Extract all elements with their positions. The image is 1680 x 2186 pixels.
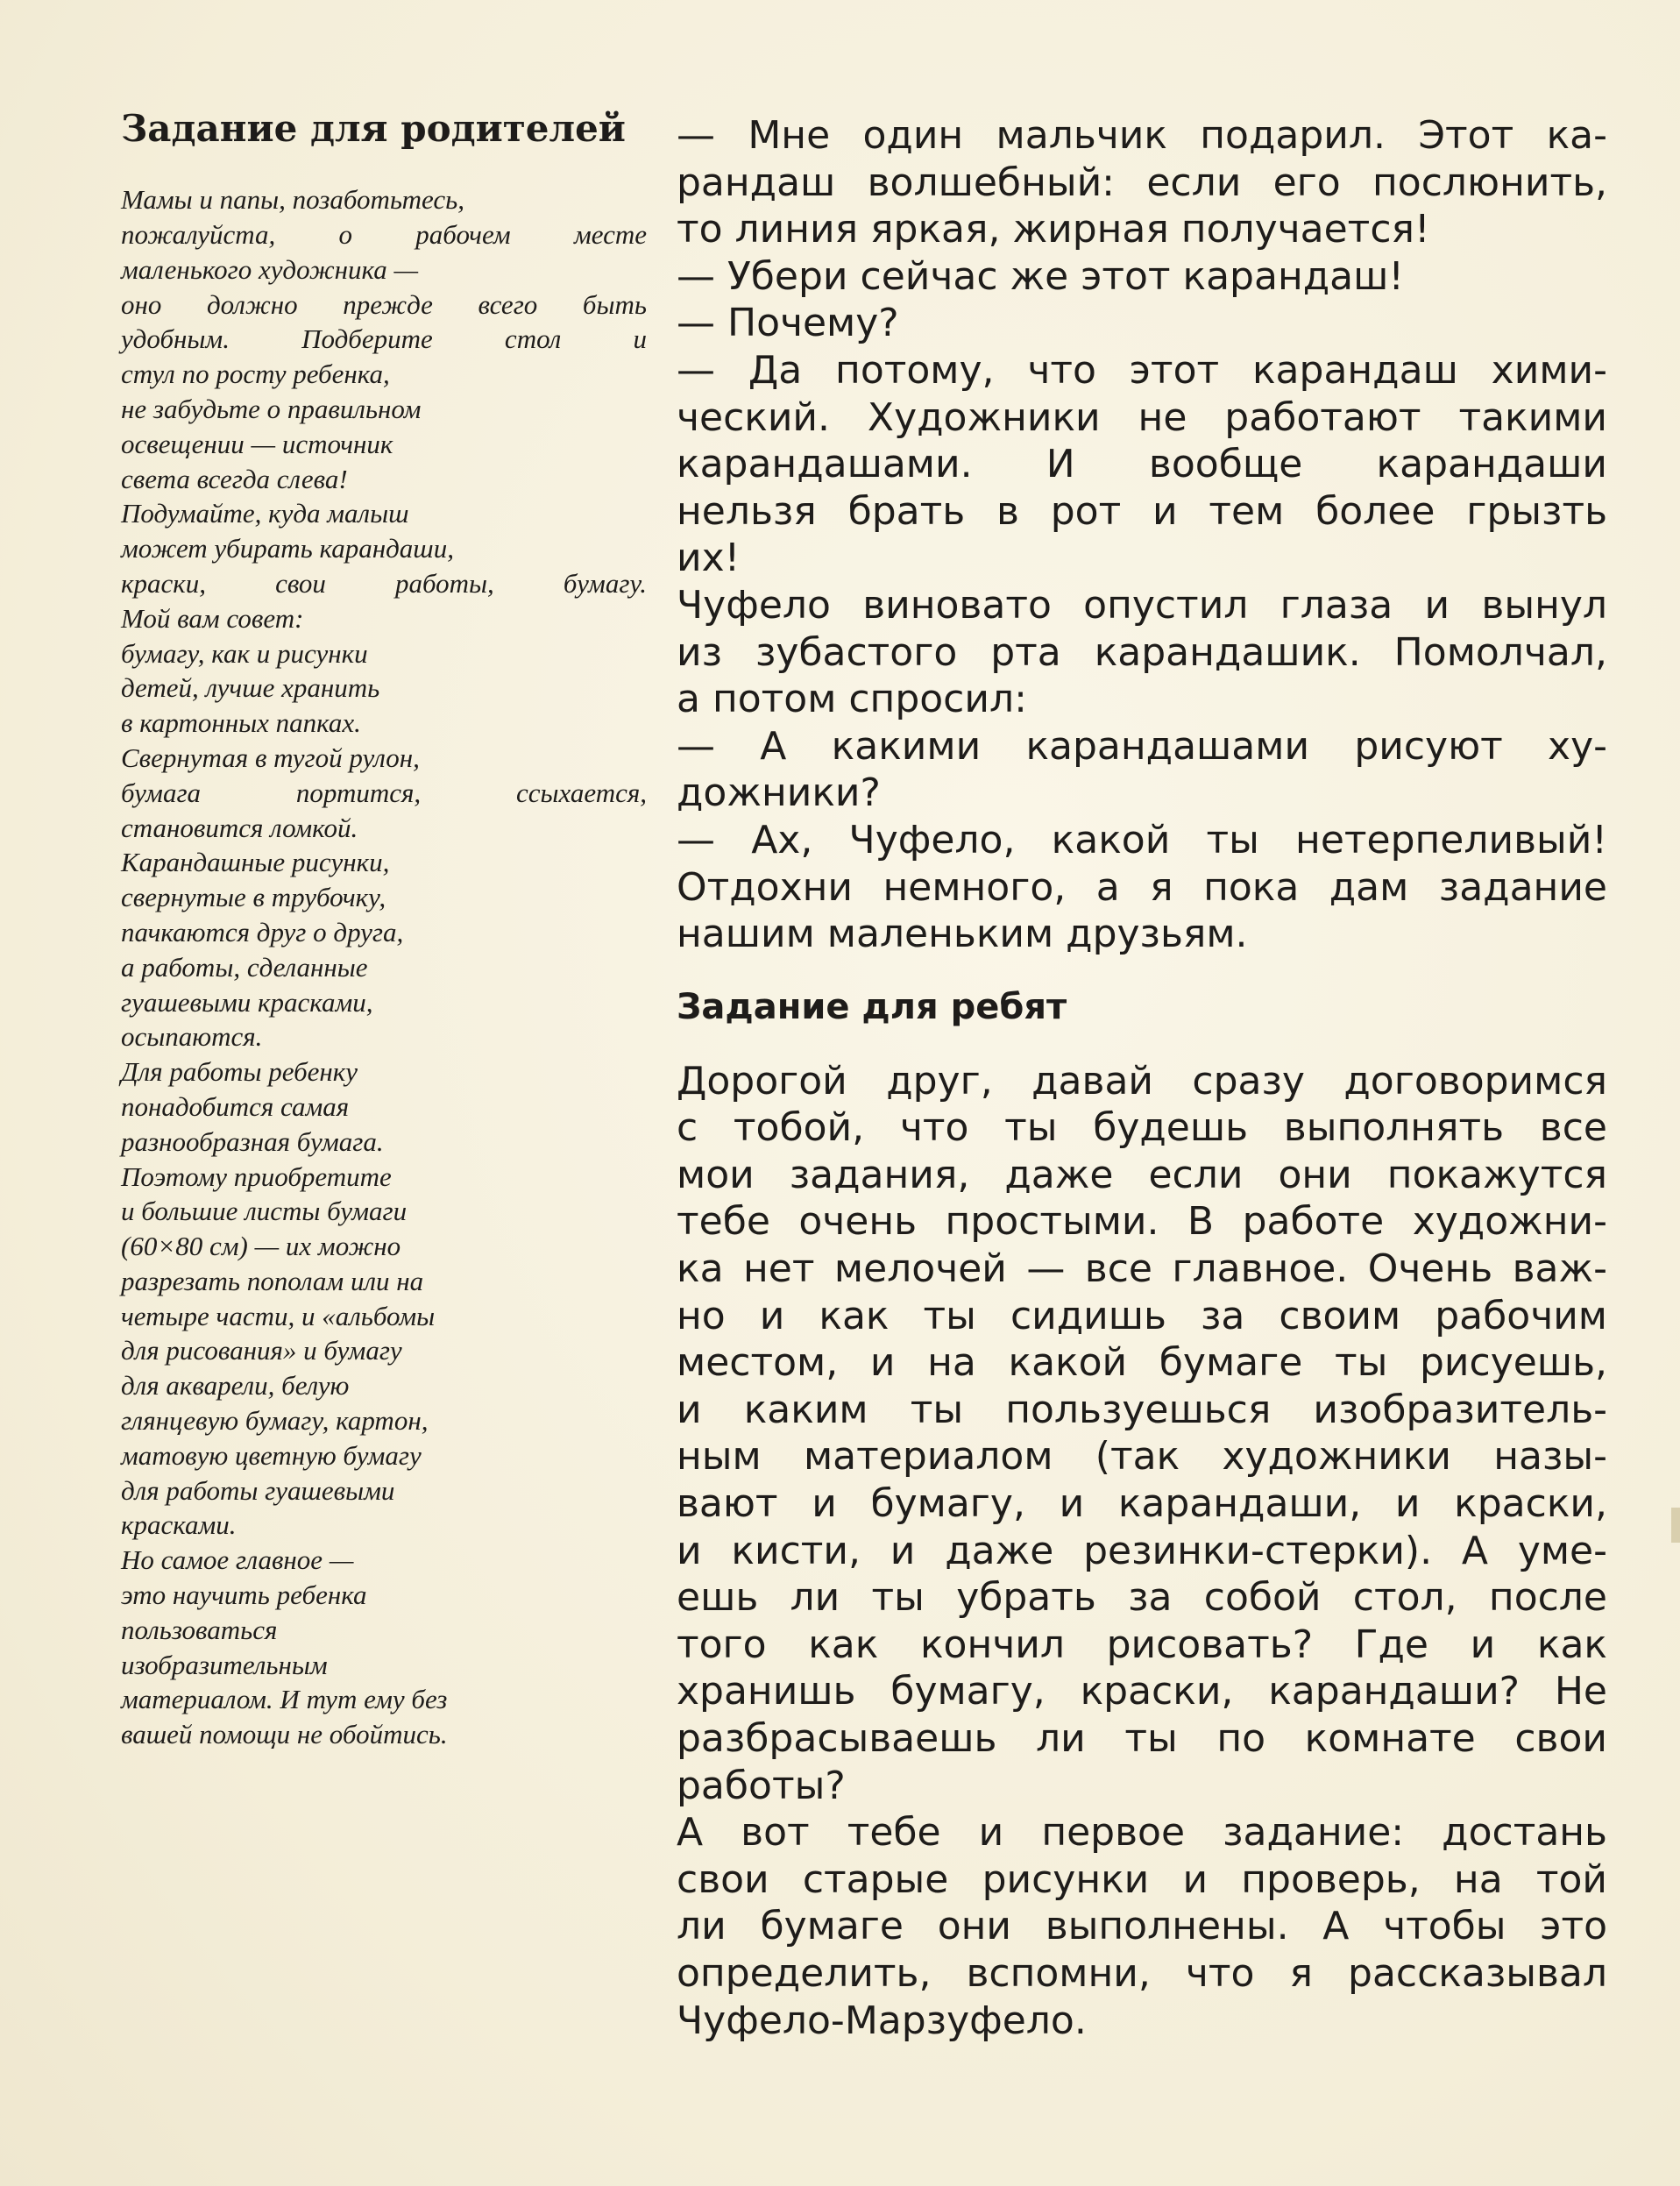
text-line: изобразительным — [121, 1649, 328, 1680]
text-line: стул по росту ребенка, — [121, 358, 390, 390]
text-line: то линия яркая, жирная получается! — [677, 207, 1430, 252]
text-line: определить, вспомни, что я рассказывал — [677, 1950, 1607, 1996]
text-line: разрезать пополам или на — [121, 1265, 424, 1296]
text-line: Мой вам совет: — [121, 602, 304, 634]
text-line: карандашами. И вообще карандаши — [677, 442, 1607, 487]
text-line: Для работы ребенку — [121, 1056, 358, 1088]
text-line: мои задания, даже если они покажутся — [677, 1152, 1607, 1197]
text-line: того как кончил рисовать? Где и как — [677, 1622, 1607, 1667]
parents-task-heading: Задание для родителей — [121, 107, 626, 150]
text-line: становится ломкой. — [121, 812, 358, 843]
text-line: осыпаются. — [121, 1021, 263, 1053]
text-line: разбрасываешь ли ты по комнате свои — [677, 1716, 1607, 1761]
text-line: нельзя брать в рот и тем более грызть — [677, 488, 1607, 534]
text-line: ка нет мелочей — все главное. Очень важ- — [677, 1246, 1607, 1292]
text-line: Карандашные рисунки, — [121, 847, 390, 878]
text-line: гуашевыми красками, — [121, 986, 373, 1018]
text-line: а работы, сделанные — [121, 951, 368, 983]
text-line: ческий. Художники не работают такими — [677, 394, 1607, 440]
text-line: — Мне один мальчик подарил. Этот ка- — [677, 113, 1607, 158]
text-line: может убирать карандаши, — [121, 533, 454, 564]
text-line: Чуфело виновато опустил глаза и вынул — [677, 582, 1607, 628]
text-line: пользоваться — [121, 1614, 278, 1645]
text-line: пожалуйста, о рабочем месте — [121, 218, 647, 250]
text-line: с тобой, что ты будешь выполнять все — [677, 1105, 1607, 1151]
text-line: но и как ты сидишь за своим рабочим — [677, 1293, 1607, 1338]
text-line: и каким ты пользуешься изобразитель- — [677, 1387, 1607, 1432]
text-line: хранишь бумагу, краски, карандаши? Не — [677, 1669, 1607, 1714]
text-line: света всегда слева! — [121, 463, 348, 494]
dialogue-text — [677, 112, 1607, 958]
text-line: их! — [677, 536, 741, 581]
text-line: Отдохни немного, а я пока дам задание — [677, 864, 1607, 910]
text-line: в картонных папках. — [121, 707, 361, 739]
text-line: краски, свои работы, бумагу. — [121, 567, 647, 599]
text-line: Но самое главное — — [121, 1544, 354, 1576]
text-line: — А какими карандашами рисуют ху- — [677, 723, 1607, 769]
text-line: разнообразная бумага. — [121, 1125, 384, 1157]
text-line: удобным. Подберите стол и — [121, 323, 647, 355]
text-line: оно должно прежде всего быть — [121, 288, 647, 320]
kids-task-text — [677, 1058, 1607, 2044]
text-line: маленького художника — — [121, 253, 419, 285]
text-line: а потом спросил: — [677, 677, 1027, 722]
text-line: ным материалом (так художники назы- — [677, 1434, 1607, 1480]
text-line: и кисти, и даже резинки-стерки). А уме- — [677, 1528, 1607, 1573]
text-line: Поэтому приобретите — [121, 1160, 392, 1192]
text-line: освещении — источник — [121, 428, 393, 459]
text-line: пачкаются друг о друга, — [121, 916, 404, 948]
text-line: это научить ребенка — [121, 1579, 367, 1611]
text-line: свернутые в трубочку, — [121, 882, 386, 913]
text-line: дожники? — [677, 770, 881, 816]
text-line: тебе очень простыми. В работе художни- — [677, 1199, 1607, 1245]
text-line: (60×80 см) — их можно — [121, 1231, 401, 1262]
text-line: Дорогой друг, давай сразу договоримся — [677, 1058, 1607, 1104]
text-line: четыре части, и «альбомы — [121, 1300, 436, 1331]
text-line: А вот тебе и первое задание: достань — [677, 1810, 1607, 1856]
text-line: рандаш волшебный: если его послюнить, — [677, 160, 1607, 205]
text-line: — Почему? — [677, 301, 899, 346]
text-line: ешь ли ты убрать за собой стол, после — [677, 1575, 1607, 1621]
text-line: бумагу, как и рисунки — [121, 637, 368, 669]
text-line: — Убери сейчас же этот карандаш! — [677, 253, 1405, 299]
page-edge-mark — [1671, 1508, 1680, 1543]
text-line: нашим маленьким друзьям. — [677, 912, 1248, 957]
text-line: вашей помощи не обойтись. — [121, 1719, 448, 1750]
text-line: — Да потому, что этот карандаш хими- — [677, 347, 1607, 393]
text-line: матовую цветную бумагу — [121, 1439, 422, 1471]
text-line: Чуфело-Марзуфело. — [677, 1998, 1087, 2043]
text-line: бумага портится, ссыхается, — [121, 777, 647, 808]
text-line: материалом. И тут ему без — [121, 1684, 448, 1715]
text-line: детей, лучше хранить — [121, 672, 380, 704]
text-line: красками. — [121, 1509, 237, 1541]
text-line: Подумайте, куда малыш — [121, 498, 409, 529]
text-line: Мамы и папы, позаботьтесь, — [121, 184, 464, 216]
text-line: местом, и на какой бумаге ты рисуешь, — [677, 1340, 1607, 1386]
text-line: вают и бумагу, и карандаши, и краски, — [677, 1481, 1607, 1527]
text-line: для акварели, белую — [121, 1370, 350, 1402]
kids-task-heading: Задание для ребят — [677, 986, 1067, 1027]
text-line: для рисования» и бумагу — [121, 1335, 402, 1366]
story-column — [677, 112, 1607, 2044]
text-line: глянцевую бумагу, картон, — [121, 1405, 429, 1437]
text-line: — Ах, Чуфело, какой ты нетерпеливый! — [677, 817, 1607, 862]
text-line: и большие листы бумаги — [121, 1196, 408, 1227]
parents-task-text — [121, 182, 647, 1752]
text-line: Свернутая в тугой рулон, — [121, 742, 420, 773]
parents-task-column — [121, 109, 647, 1752]
text-line: ли бумаге они выполнены. А чтобы это — [677, 1904, 1607, 1949]
text-line: для работы гуашевыми — [121, 1474, 395, 1506]
text-line: не забудьте о правильном — [121, 393, 422, 424]
text-line: свои старые рисунки и проверь, на той — [677, 1856, 1607, 1902]
text-line: работы? — [677, 1763, 846, 1808]
text-line: понадобится самая — [121, 1090, 350, 1122]
text-line: из зубастого рта карандашик. Помолчал, — [677, 629, 1607, 675]
